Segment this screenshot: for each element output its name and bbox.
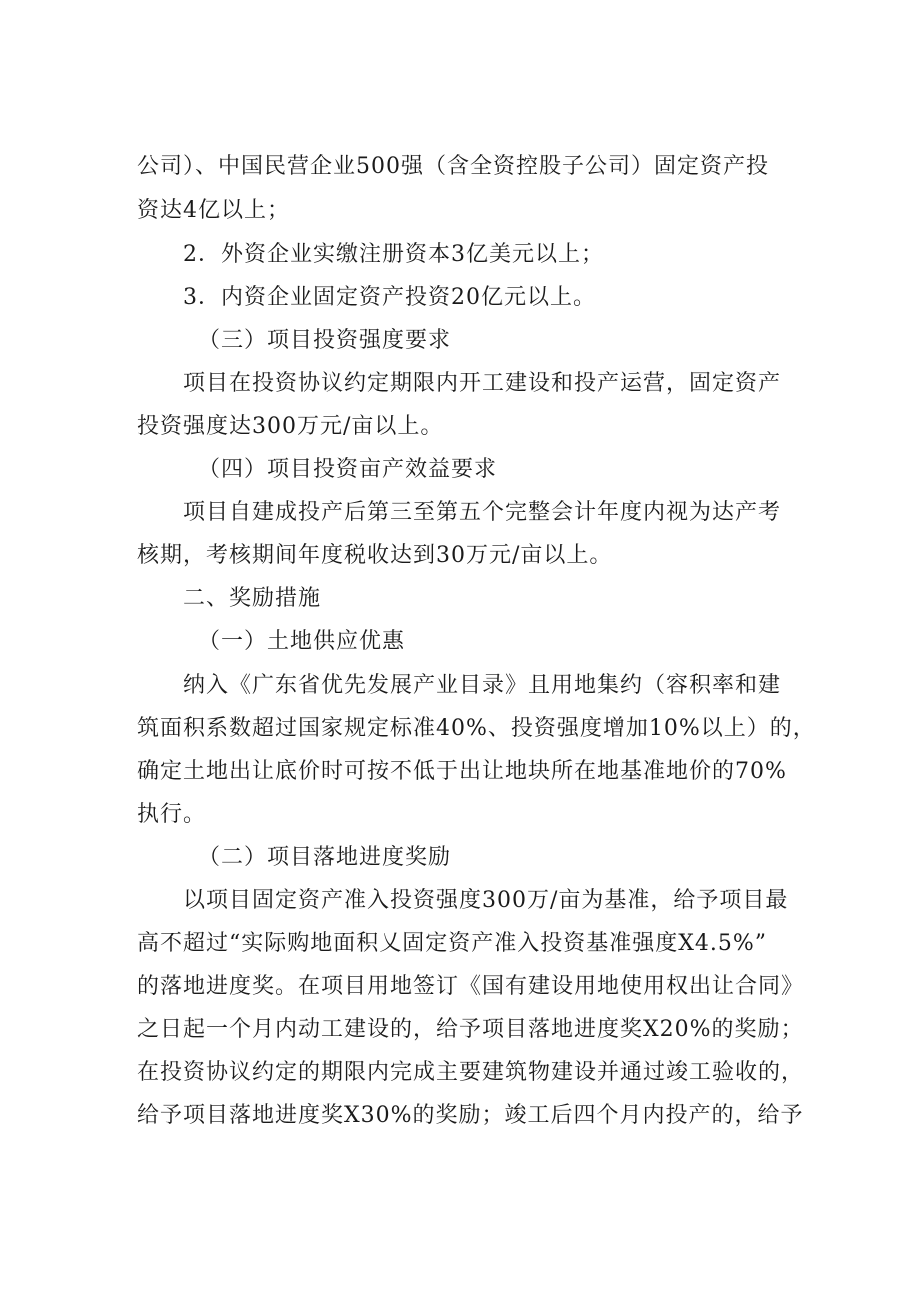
text-line: 投资强度达300万元/亩以上。 bbox=[137, 414, 444, 439]
text-line: 筑面积系数超过国家规定标准40%、投资强度增加10%以上）的， bbox=[137, 716, 816, 741]
text-line: 以项目固定资产准入投资强度300万/亩为基准，给予项目最 bbox=[183, 888, 789, 913]
text-line: 项目自建成投产后第三至第五个完整会计年度内视为达产考 bbox=[183, 500, 782, 525]
text-line: 项目在投资协议约定期限内开工建设和投产运营，固定资产 bbox=[183, 371, 782, 396]
section-heading: （四）项目投资亩产效益要求 bbox=[198, 457, 498, 482]
text-line: 公司）、中国民营企业500强（含全资控股子公司）固定资产投 bbox=[137, 154, 769, 179]
text-line: 高不超过“实际购地面积乂固定资产准入投资基准强度X4.5%” bbox=[137, 931, 768, 956]
text-line: 纳入《广东省优先发展产业目录》且用地集约（容积率和建 bbox=[183, 673, 782, 698]
list-item: 2．外资企业实缴注册资本3亿美元以上； bbox=[183, 242, 604, 267]
text-line: 执行。 bbox=[137, 802, 207, 827]
text-line: 确定土地出让底价时可按不低于出让地块所在地基准地价的70% bbox=[137, 759, 787, 784]
text-line: 在投资协议约定的期限内完成主要建筑物建设并通过竣工验收的， bbox=[137, 1060, 805, 1085]
section-heading: 二、奖励措施 bbox=[183, 586, 322, 611]
section-heading: （二）项目落地进度奖励 bbox=[198, 845, 452, 870]
text-line: 之日起一个月内动工建设的，给予项目落地进度奖X20%的奖励； bbox=[137, 1017, 804, 1042]
section-heading: （三）项目投资强度要求 bbox=[198, 328, 452, 353]
text-line: 核期，考核期间年度税收达到30万元/亩以上。 bbox=[137, 543, 613, 568]
text-line: 资达4亿以上； bbox=[137, 198, 290, 223]
text-line: 的落地进度奖。在项目用地签订《国有建设用地使用权出让合同》 bbox=[137, 974, 805, 999]
list-item: 3．内资企业固定资产投资20亿元以上。 bbox=[183, 285, 596, 310]
text-line: 给予项目落地进度奖X30%的奖励；竣工后四个月内投产的，给予 bbox=[137, 1103, 804, 1128]
section-heading: （一）土地供应优惠 bbox=[198, 629, 406, 654]
